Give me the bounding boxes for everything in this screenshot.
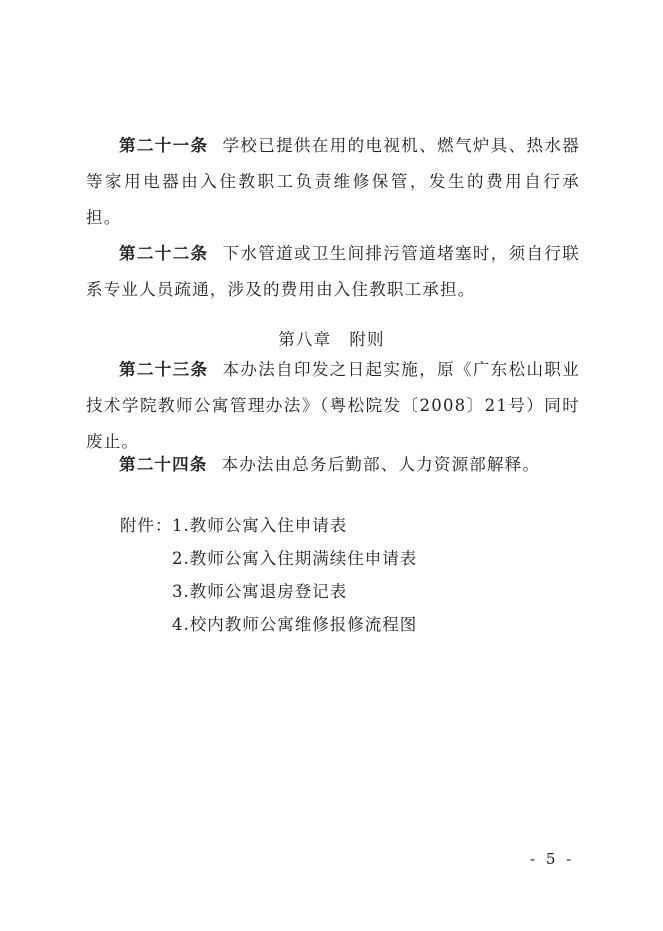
article-22 xyxy=(86,236,580,308)
attachment-item: 3.教师公寓退房登记表 xyxy=(172,582,348,601)
article-22-number: 第二十二条 xyxy=(119,244,209,263)
attachment-item: 4.校内教师公寓维修报修流程图 xyxy=(172,615,418,634)
page-number: - 5 - xyxy=(530,850,575,868)
article-23-text: 本办法自印发之日起实施，原《广东松山职业技术学院教师公寓管理办法》（粤松院发〔2008〕21号）同时废止。 xyxy=(86,360,580,451)
article-24 xyxy=(86,447,580,483)
article-22-text: 下水管道或卫生间排污管道堵塞时，须自行联系专业人员疏通，涉及的费用由入住教职工承担。 xyxy=(86,244,580,299)
chapter-number: 第八章 xyxy=(278,330,332,349)
chapter-title: 附则 xyxy=(349,330,385,349)
attachments-label: 附件： xyxy=(120,516,173,535)
article-23-number: 第二十三条 xyxy=(119,360,209,379)
article-21-number: 第二十一条 xyxy=(119,136,209,155)
article-21 xyxy=(86,128,580,236)
attachment-item: 1.教师公寓入住申请表 xyxy=(172,516,348,535)
article-23 xyxy=(86,352,580,460)
article-24-number: 第二十四条 xyxy=(119,455,208,474)
attachment-item: 2.教师公寓入住期满续住申请表 xyxy=(172,549,418,568)
article-21-text: 学校已提供在用的电视机、燃气炉具、热水器等家用电器由入住教职工负责维修保管，发生的费用自行承担。 xyxy=(86,136,580,227)
article-24-text: 本办法由总务后勤部、人力资源部解释。 xyxy=(221,455,541,474)
